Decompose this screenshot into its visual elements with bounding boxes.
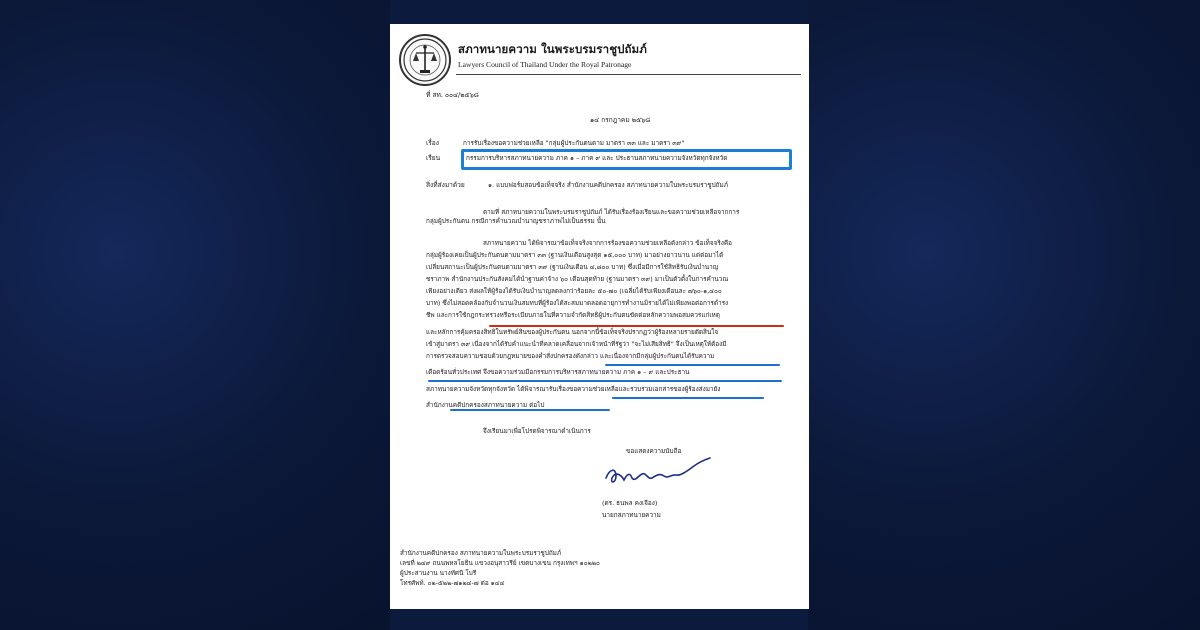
signer-name: (ดร. ธนพล คงเจือง) — [602, 499, 658, 507]
blue-underline — [605, 364, 780, 366]
reference-number: ที่ สท. ๐๐๔/๒๕๖๘ — [426, 91, 479, 99]
background-left — [0, 0, 390, 630]
paragraph2-line: และหลักการคุ้มครองสิทธิในทรัพย์สินของผู้ประกันตน นอกจากนี้ข้อเท็จจริงปรากฏว่าผู้ร้องหลายรายตัดสินใจ — [426, 328, 719, 336]
blue-underline — [450, 409, 610, 411]
paragraph1-line: กลุ่มผู้ประกันตน กรณีการคำนวณบำนาญชราภาพไม่เป็นธรรม นั้น — [426, 217, 606, 225]
subject-text: การรับเรื่องขอความช่วยเหลือ "กลุ่มผู้ประกันตนตาม มาตรา ๓๓ และ มาตรา ๓๙" — [463, 139, 685, 147]
letter-date: ๑๔ กรกฎาคม ๒๕๖๘ — [590, 116, 651, 124]
blue-underline — [612, 397, 764, 399]
attachment-text: ๑. แบบฟอร์มสอบข้อเท็จจริง สำนักงานคดีปกครอง สภาทนายความในพระบรมราชูปถัมภ์ — [488, 181, 728, 189]
paragraph2-line: กลุ่มผู้ร้องเคยเป็นผู้ประกันตนตามมาตรา ๓๓ (ฐานเงินเดือนสูงสุด ๑๕,๐๐๐ บาท) มาอย่างยาวนาน แต่ต่อมาได้ — [426, 251, 724, 259]
to-label: เรียน — [426, 154, 441, 162]
background-right — [808, 0, 1200, 630]
paragraph2-line: ชีพ และการใช้กฎกระทรวงหรือระเบียบภายในที่ความจำกัดสิทธิผู้ประกันตนขัดต่อหลักความพอสมควรแก่เหตุ — [426, 311, 720, 319]
paragraph2-line: เพียงอย่างเดียว ส่งผลให้ผู้ร้องได้รับเงินบำนาญลดลงกว่าร้อยละ ๕๐-๗๐ (เฉลี่ยได้รับเพียงเดือนละ ๗๖๐-๑,๔๐๐ — [426, 287, 722, 295]
to-text: กรรมการบริหารสภาทนายความ ภาค ๑ – ภาค ๙ และ ประธานสภาทนายความจังหวัดทุกจังหวัด — [466, 154, 728, 162]
attachment-label: สิ่งที่ส่งมาด้วย — [426, 181, 465, 189]
footer-line: เลขที่ ๒๔๙ ถนนพหลโยธิน แขวงอนุสาวรีย์ เขตบางเขน กรุงเทพฯ ๑๐๒๒๐ — [400, 559, 600, 567]
red-underline — [489, 325, 784, 327]
org-name-thai: สภาทนายความ ในพระบรมราชูปถัมภ์ — [458, 42, 647, 56]
blue-underline — [428, 380, 782, 382]
paragraph3: จึงเรียนมาเพื่อโปรดพิจารณาดำเนินการ — [483, 427, 591, 435]
recipient-highlight-box — [461, 149, 792, 170]
org-name-english: Lawyers Council of Thailand Under the Royal Patronage — [458, 60, 632, 69]
council-seal-icon — [399, 34, 451, 86]
closing-text: ขอแสดงความนับถือ — [626, 447, 682, 455]
paragraph1-line: ตามที่ สภาทนายความในพระบรมราชูปถัมภ์ ได้รับเรื่องร้องเรียนและขอความช่วยเหลือจากการ — [483, 208, 740, 216]
paragraph2-line: เข้าสู่มาตรา ๓๙ เนื่องจากได้รับคำแนะนำที่คลาดเคลื่อนจากเจ้าหน้าที่รัฐว่า "จะไม่เสียสิทธิ" จึงเป็นเหตุให้ต้องมี — [426, 340, 727, 348]
letter-page — [390, 24, 809, 609]
footer-line: ผู้ประสานงาน นางทัศนี โบรี — [400, 569, 477, 577]
paragraph2-line: สำนักงานคดีปกครองสภาทนายความ ต่อไป — [426, 401, 545, 409]
signer-title: นายกสภาทนายความ — [602, 511, 661, 519]
paragraph2-line: เดือดร้อนทั่วประเทศ จึงขอความร่วมมือกรรมการบริหารสภาทนายความ ภาค ๑ – ๙ และประธาน — [426, 368, 690, 376]
signature-icon — [602, 456, 712, 492]
paragraph2-line: การตรวจสอบความชอบด้วยกฎหมายของคำสั่งปกครองดังกล่าว และเนื่องจากมีกลุ่มผู้ประกันตนได้รับความ — [426, 352, 715, 360]
paragraph2-line: สภาทนายความจังหวัดทุกจังหวัด ได้พิจารณารับเรื่องขอความช่วยเหลือและรวบรวมเอกสารของผู้ร้องส่งมายัง — [426, 385, 721, 393]
paragraph2-line: สภาทนายความ ได้พิจารณาข้อเท็จจริงจากการร้องขอความช่วยเหลือดังกล่าว ข้อเท็จจริงคือ — [483, 239, 733, 247]
paragraph2-line: บาท) ซึ่งไม่สอดคล้องกับจำนวนเงินสมทบที่ผู้ร้องได้สะสมมาตลอดอายุการทำงานมิรายได้ไม่เพียงพอต่อการดำรง — [426, 299, 729, 307]
paragraph2-line: ชราภาพ สำนักงานประกันสังคมได้นำฐานค่าจ้าง ๖๐ เดือนสุดท้าย (ฐานมาตรา ๓๙) มาเป็นตัวตั้งในการคำนวณ — [426, 275, 729, 283]
footer-line: สำนักงานคดีปกครอง สภาทนายความในพระบรมราชูปถัมภ์ — [400, 549, 562, 557]
paragraph2-line: เปลี่ยนสถานะเป็นผู้ประกันตนตามมาตรา ๓๙ (ฐานเงินเดือน ๔,๘๐๐ บาท) ซึ่งเมื่อมีการใช้สิทธิรับเงินบำนาญ — [426, 263, 719, 271]
footer-line: โทรศัพท์. ๐๒-๕๒๒-๗๑๒๔-๗ ต่อ ๑๔๔ — [400, 579, 505, 587]
header-rule — [456, 74, 801, 75]
subject-label: เรื่อง — [426, 139, 439, 147]
